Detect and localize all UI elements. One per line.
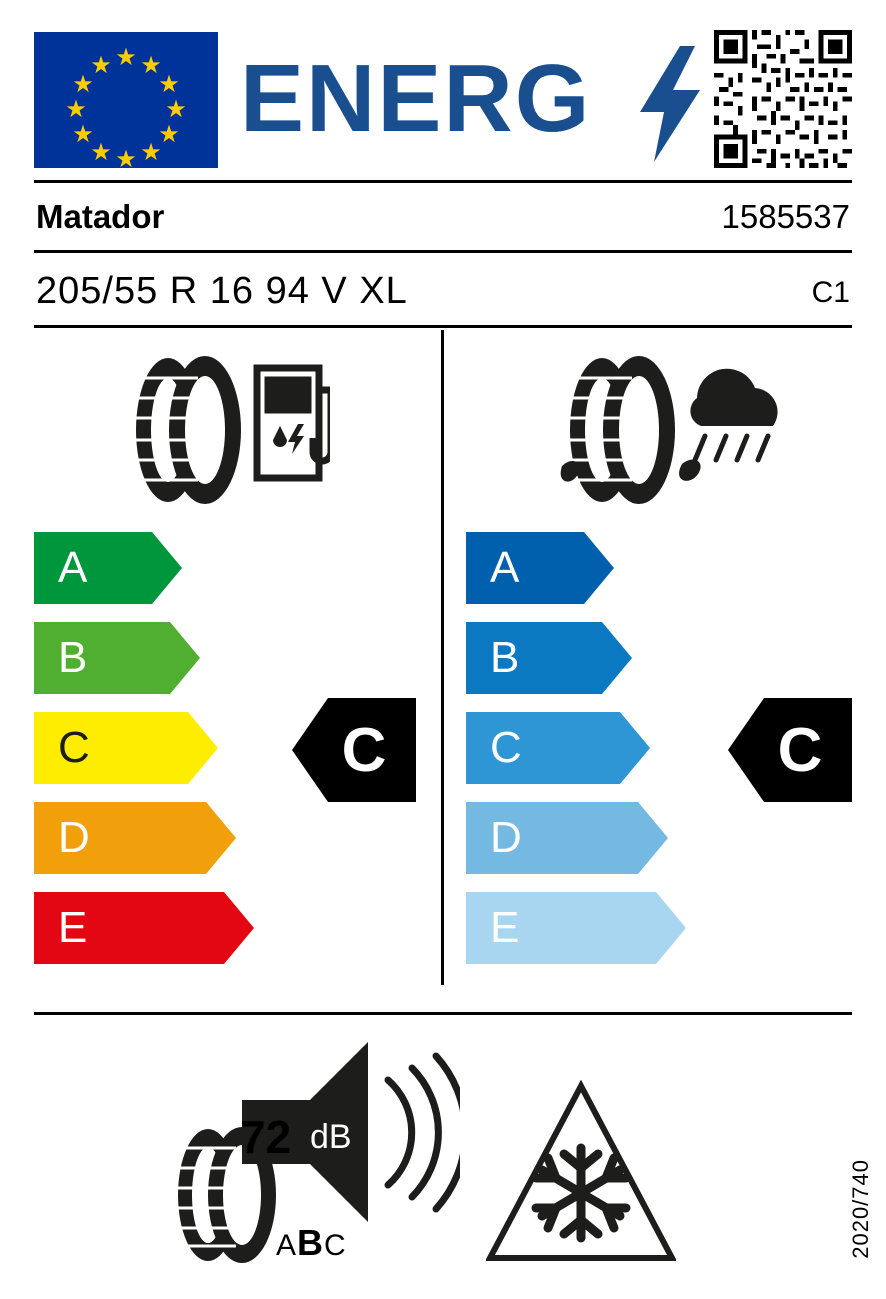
- regulation-reference: 2020/740: [848, 1159, 873, 1259]
- fuel-grade-d: [34, 802, 236, 874]
- fuel-grade-a-letter: A: [58, 543, 88, 592]
- noise-class-c: C: [324, 1229, 347, 1262]
- fuel-grade-d-letter: D: [58, 813, 90, 862]
- wet-grade-c-letter: C: [490, 723, 522, 772]
- wet-grade-d-letter: D: [490, 813, 522, 862]
- noise-class-a: A: [276, 1229, 298, 1262]
- fuel-grade-b: [34, 622, 200, 694]
- wet-grade-d: [466, 802, 668, 874]
- energy-wordmark: ENERG: [240, 45, 592, 152]
- fuel-grade-e-letter: E: [58, 903, 88, 952]
- fuel-result-badge: [292, 698, 416, 802]
- qr-code-icon: [714, 30, 852, 168]
- tyre-rain-cloud-icon: [540, 348, 800, 513]
- noise-value: 72: [240, 1111, 292, 1163]
- divider-size: [34, 325, 852, 328]
- wet-result-badge: [728, 698, 852, 802]
- fuel-grade-b-letter: B: [58, 633, 88, 682]
- noise-class-scale: [276, 1222, 347, 1264]
- divider-brand: [34, 250, 852, 253]
- wet-result-letter: C: [777, 715, 823, 785]
- tyre-fuel-pump-icon: [120, 348, 330, 513]
- noise-class-b: B: [297, 1222, 325, 1263]
- fuel-grade-e: [34, 892, 254, 964]
- fuel-result-letter: C: [341, 715, 387, 785]
- divider-center: [441, 330, 444, 985]
- wet-grade-a: [466, 532, 614, 604]
- eu-flag-icon: ★ ★ ★ ★ ★ ★ ★ ★ ★ ★ ★ ★: [34, 32, 218, 168]
- wet-grade-b-letter: B: [490, 633, 520, 682]
- noise-unit: dB: [310, 1118, 352, 1156]
- divider-top: [34, 180, 852, 183]
- tyre-size: 205/55 R 16 94 V XL: [36, 270, 408, 312]
- supplier-code: 1585537: [721, 198, 850, 235]
- fuel-grade-a: [34, 532, 182, 604]
- three-peak-mountain-snowflake-icon: [486, 1080, 676, 1270]
- tyre-class: C1: [811, 276, 850, 309]
- wet-grade-a-letter: A: [490, 543, 520, 592]
- wet-grade-c: [466, 712, 650, 784]
- wet-grade-e: [466, 892, 686, 964]
- wet-grade-b: [466, 622, 632, 694]
- fuel-grade-c: [34, 712, 218, 784]
- fuel-grade-c-letter: C: [58, 723, 90, 772]
- wet-grade-e-letter: E: [490, 903, 520, 952]
- divider-noise: [34, 1012, 852, 1015]
- supplier-brand: Matador: [36, 198, 165, 235]
- lightning-bolt-icon: [640, 46, 700, 162]
